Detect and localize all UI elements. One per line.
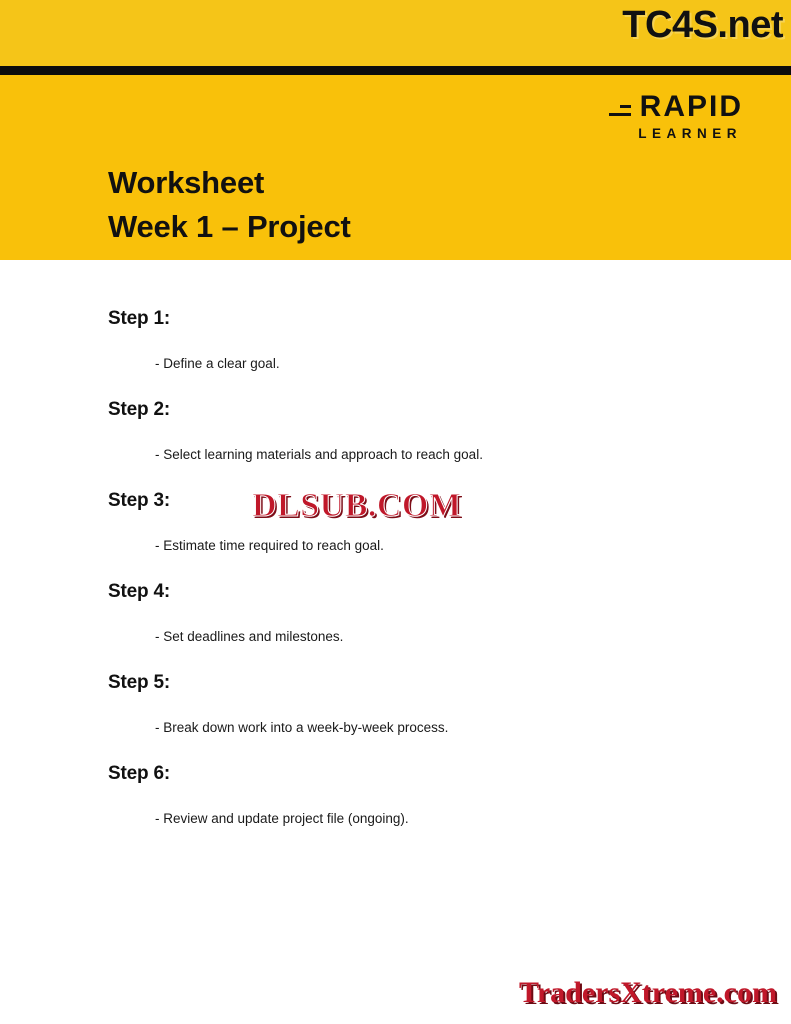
page-title-line-1: Worksheet — [108, 165, 265, 200]
step-text: - Set deadlines and milestones. — [155, 629, 344, 644]
step-heading: Step 6: — [108, 763, 170, 784]
page-title-line-2: Week 1 – Project — [108, 209, 351, 245]
watermark-middle: DLSUB.COM — [252, 487, 462, 524]
step-item — [0, 763, 791, 826]
step-item — [0, 672, 791, 735]
step-heading: Step 5: — [108, 672, 170, 693]
step-text: - Estimate time required to reach goal. — [155, 538, 384, 553]
step-text: - Define a clear goal. — [155, 356, 280, 371]
step-heading: Step 2: — [108, 399, 170, 420]
top-banner — [0, 0, 791, 66]
page-title — [108, 161, 351, 249]
step-text: - Break down work into a week-by-week process. — [155, 720, 449, 735]
watermark-bottom: TradersXtreme.com — [519, 976, 777, 1009]
step-item — [0, 399, 791, 462]
worksheet-steps-list — [0, 260, 791, 826]
header-divider-rule — [0, 66, 791, 75]
logo-word: RAPID — [639, 90, 743, 123]
step-heading: Step 3: — [108, 490, 170, 511]
step-heading: Step 4: — [108, 581, 170, 602]
site-watermark-top: TC4S.net — [622, 4, 783, 46]
step-item — [0, 581, 791, 644]
logo-subword: LEARNER — [638, 125, 742, 141]
step-text: - Select learning materials and approach to reach goal. — [155, 447, 483, 462]
document-header — [0, 75, 791, 260]
rapid-learner-logo — [609, 90, 743, 141]
step-item — [0, 308, 791, 371]
logo-dash-marks-icon — [609, 105, 631, 122]
step-text: - Review and update project file (ongoing). — [155, 811, 409, 826]
step-heading: Step 1: — [108, 308, 170, 329]
